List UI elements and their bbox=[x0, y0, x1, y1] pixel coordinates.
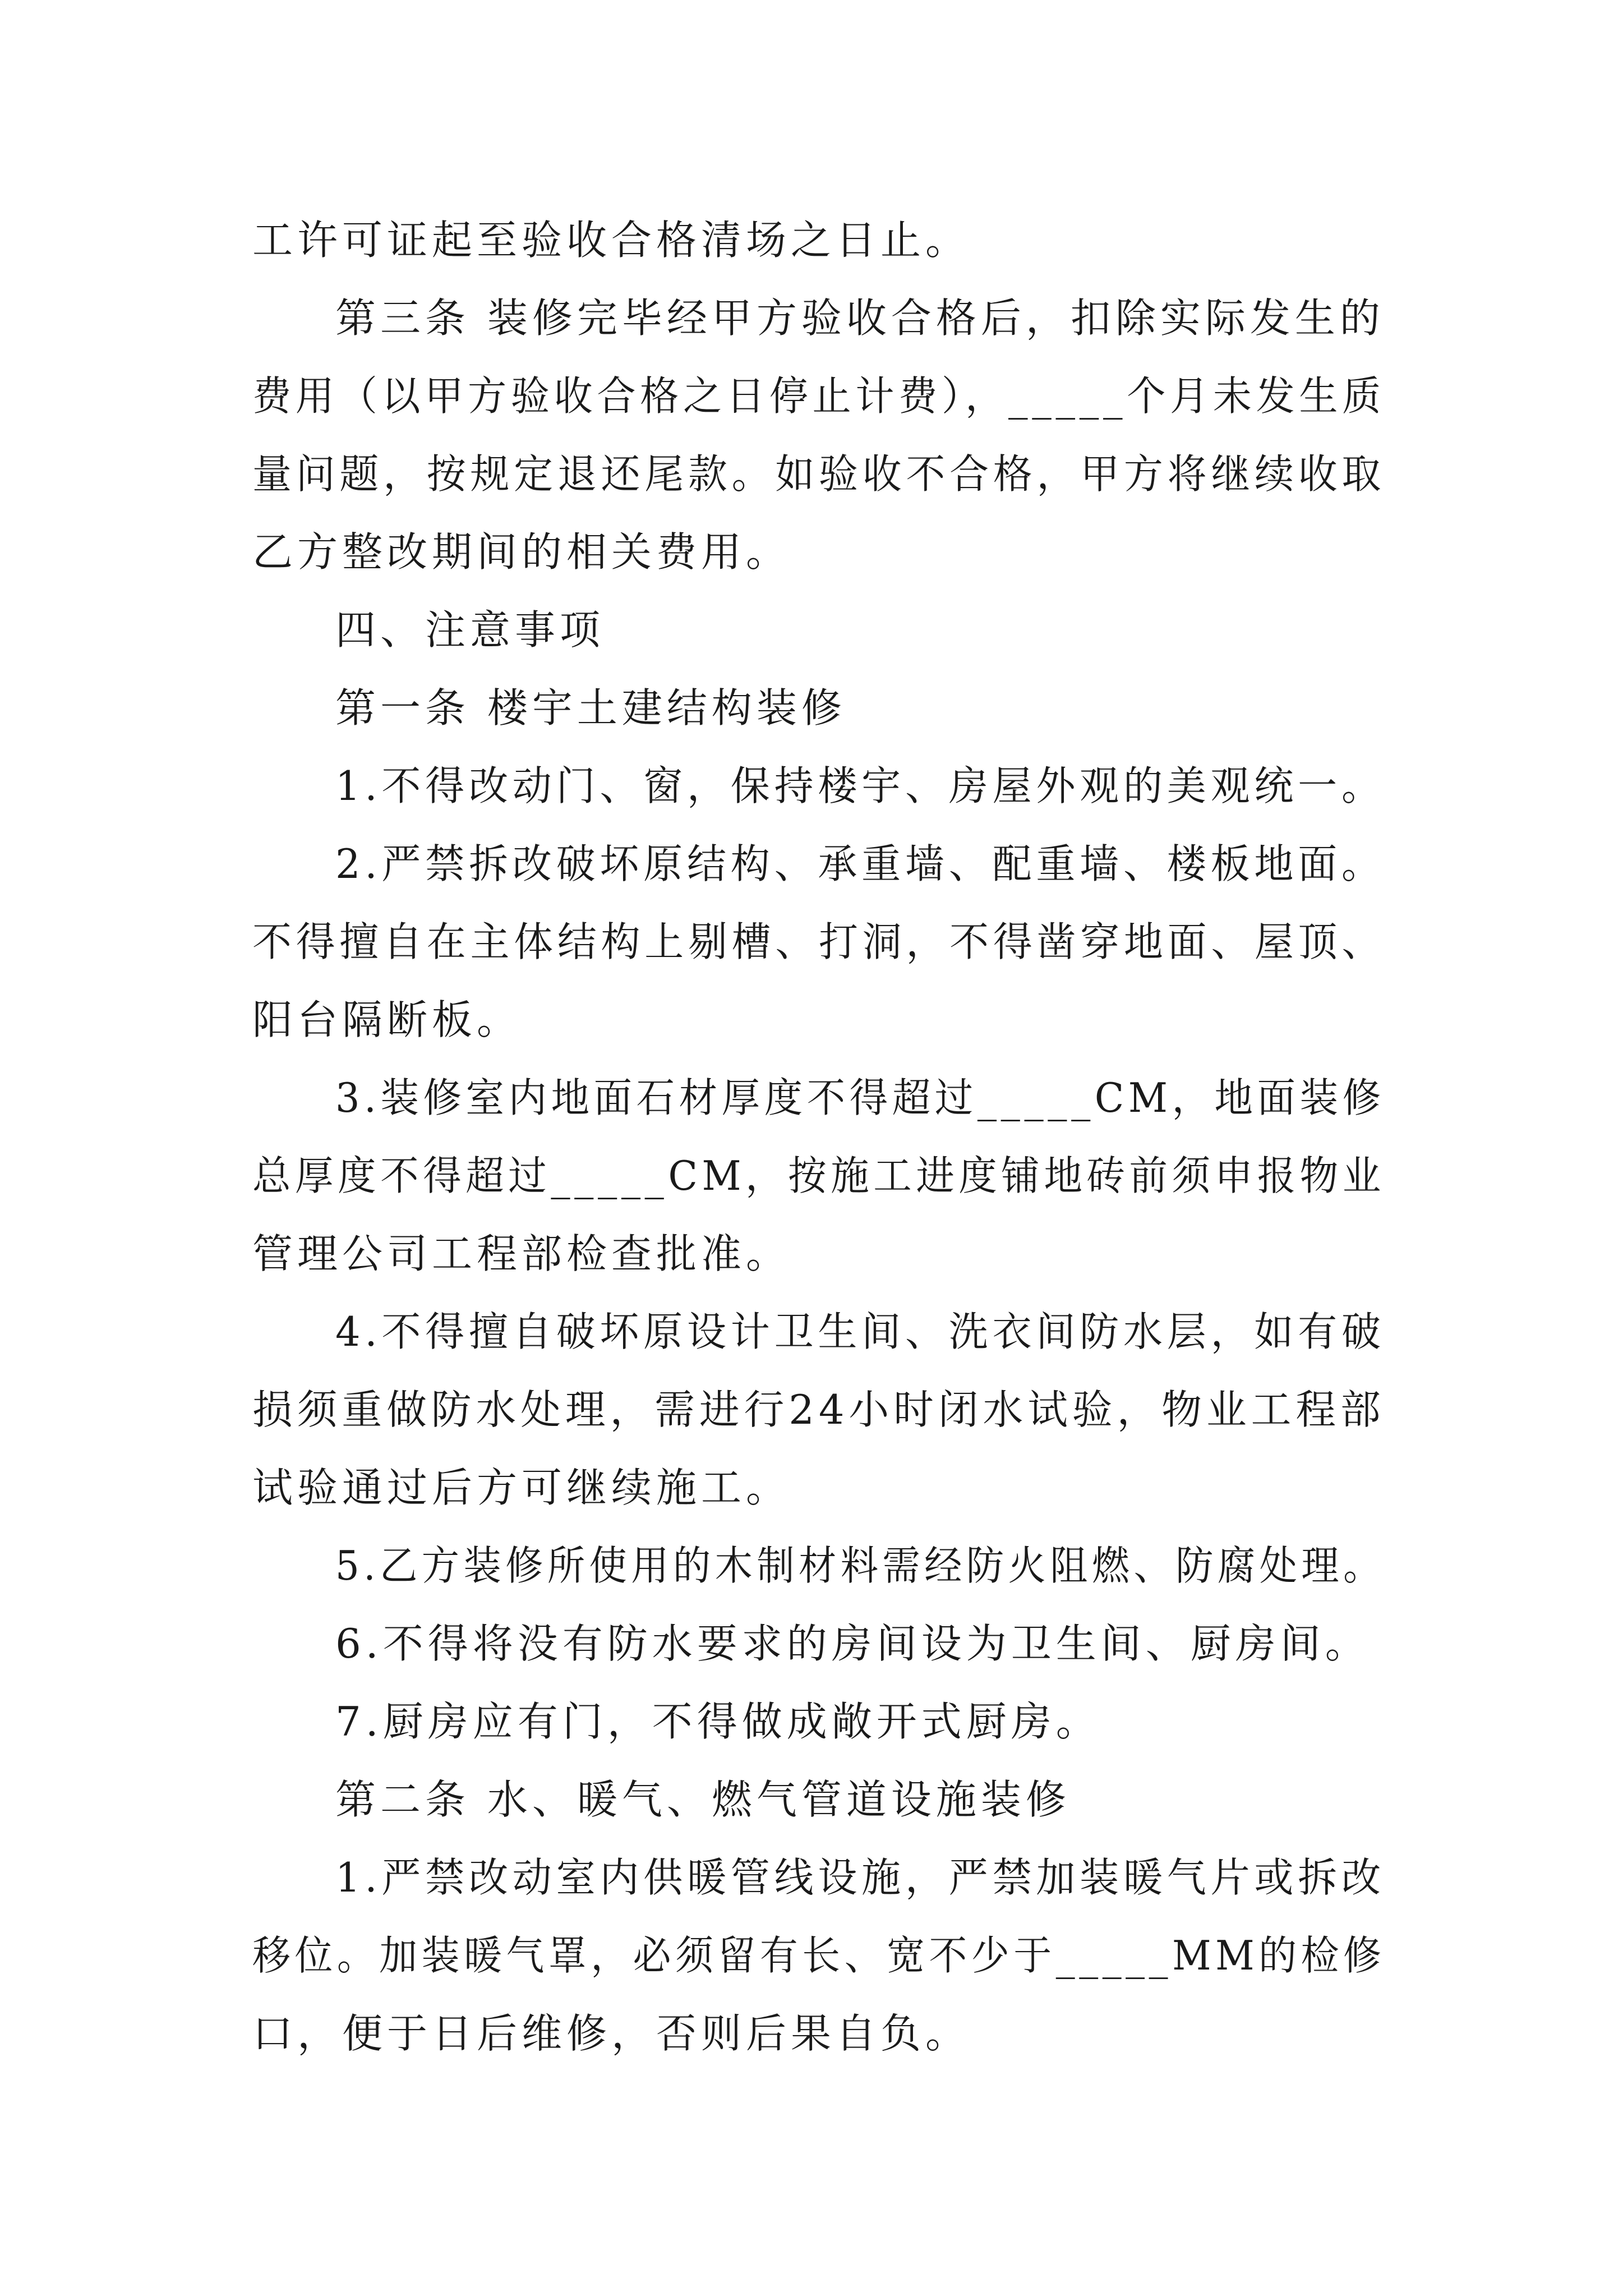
text-line: 量问题，按规定退还尾款。如验收不合格，甲方将继续收取 bbox=[252, 450, 1386, 498]
text-line: 工许可证起至验收合格清场之日止。 bbox=[252, 217, 971, 264]
text-line: 管理公司工程部检查批准。 bbox=[252, 1230, 791, 1277]
section-heading: 四、注意事项 bbox=[335, 606, 605, 654]
text-line: 2.严禁拆改破坏原结构、承重墙、配重墙、楼板地面。 bbox=[335, 840, 1385, 887]
text-line: 第三条 装修完毕经甲方验收合格后，扣除实际发生的 bbox=[335, 295, 1385, 342]
text-line: 不得擅自在主体结构上剔槽、打洞，不得凿穿地面、屋顶、 bbox=[252, 918, 1386, 965]
text-line: 7.厨房应有门，不得做成敞开式厨房。 bbox=[335, 1698, 1101, 1745]
text-line: 费用（以甲方验收合格之日停止计费），_____个月未发生质 bbox=[252, 372, 1386, 420]
text-line: 乙方整改期间的相关费用。 bbox=[252, 528, 791, 576]
article-heading: 第一条 楼宇土建结构装修 bbox=[335, 684, 846, 731]
text-line: 阳台隔断板。 bbox=[252, 996, 522, 1043]
text-line: 1.不得改动门、窗，保持楼宇、房屋外观的美观统一。 bbox=[335, 762, 1385, 809]
text-line: 总厚度不得超过_____CM，按施工进度铺地砖前须申报物业 bbox=[252, 1152, 1385, 1199]
text-line: 5.乙方装修所使用的木制材料需经防火阻燃、防腐处理。 bbox=[335, 1542, 1385, 1589]
article-heading: 第二条 水、暖气、燃气管道设施装修 bbox=[335, 1776, 1071, 1823]
text-line: 移位。加装暖气罩，必须留有长、宽不少于_____MM的检修 bbox=[252, 1932, 1386, 1979]
text-line: 试验通过后方可继续施工。 bbox=[252, 1464, 791, 1511]
text-line: 3.装修室内地面石材厚度不得超过_____CM，地面装修 bbox=[335, 1074, 1385, 1121]
text-line: 损须重做防水处理，需进行24小时闭水试验，物业工程部 bbox=[252, 1386, 1385, 1433]
text-line: 4.不得擅自破坏原设计卫生间、洗衣间防水层，如有破 bbox=[335, 1308, 1385, 1355]
text-line: 口，便于日后维修，否则后果自负。 bbox=[252, 2010, 971, 2057]
text-line: 6.不得将没有防水要求的房间设为卫生间、厨房间。 bbox=[335, 1620, 1370, 1667]
text-line: 1.严禁改动室内供暖管线设施，严禁加装暖气片或拆改 bbox=[335, 1854, 1385, 1901]
